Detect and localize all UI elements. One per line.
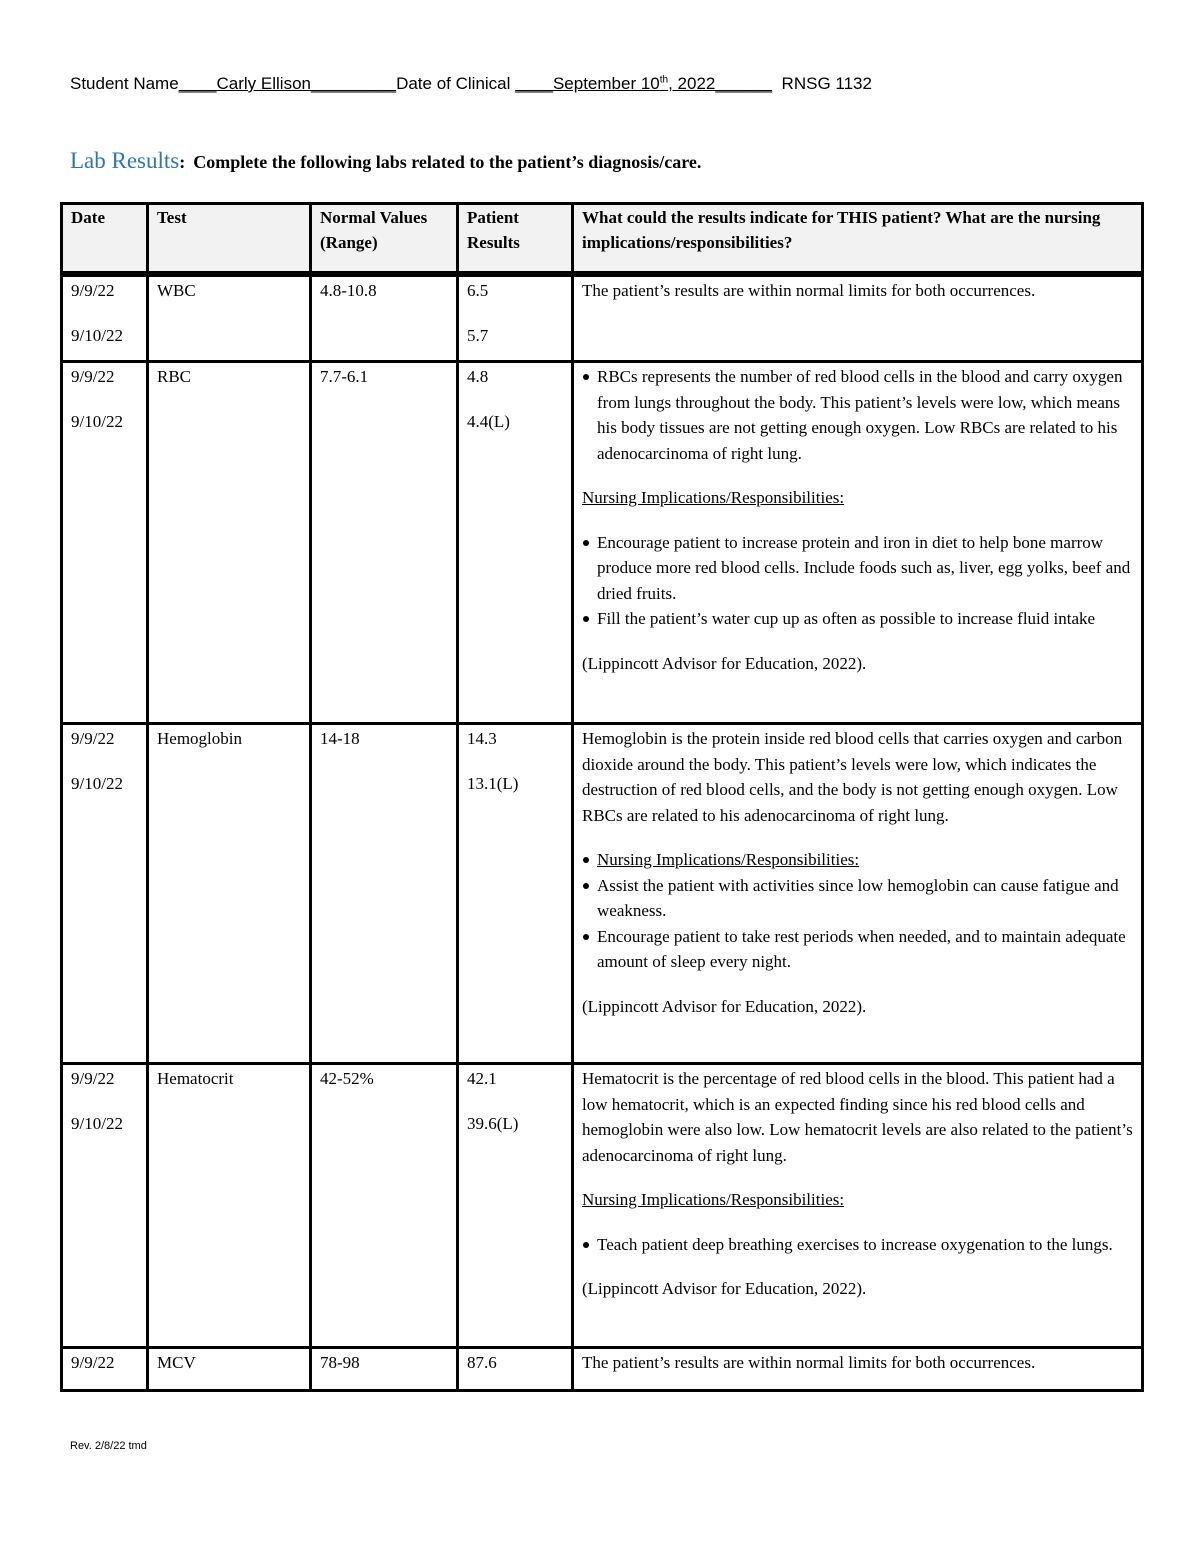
result-cell: 6.5 5.7	[458, 274, 573, 362]
nursing-heading: Nursing Implications/Responsibilities:	[582, 488, 845, 507]
normal-cell: 4.8-10.8	[311, 274, 458, 362]
normal-cell: 7.7-6.1	[311, 362, 458, 724]
header-test: Test	[148, 204, 311, 274]
header-date: Date	[62, 204, 148, 274]
clinical-date-value: ____September 10th, 2022______	[515, 74, 773, 93]
header-patient-results: Patient Results	[458, 204, 573, 274]
test-cell: WBC	[148, 274, 311, 362]
student-name-label: Student Name	[70, 74, 179, 93]
test-cell: RBC	[148, 362, 311, 724]
table-row	[62, 1348, 1143, 1391]
list-item: Fill the patient’s water cup up as often as possible to increase fluid intake	[582, 606, 1133, 632]
table-header-row	[62, 204, 1143, 274]
course-code: RNSG 1132	[781, 74, 872, 93]
student-header	[70, 74, 872, 94]
table-row	[62, 1064, 1143, 1348]
revision-footer: Rev. 2/8/22 tmd	[70, 1440, 147, 1452]
citation: (Lippincott Advisor for Education, 2022).	[582, 996, 867, 1016]
interpretation-cell: Hematocrit is the percentage of red blood cells in the blood. This patient had a low hematocrit, which is an expected finding since his red blood cells and hemoglobin were also low. Low hematocrit levels are also related to the patient’s adenocarcinoma of right lung. Nursing Implications/Responsibilities: Teach patient deep breathing exercises to increase oxygenation to the lungs. (Lippincott Advisor for Education, 2022).	[573, 1064, 1143, 1348]
clinical-date-label: Date of Clinical	[396, 74, 511, 93]
result-cell: 14.3 13.1(L)	[458, 724, 573, 1064]
header-interpretation: What could the results indicate for THIS patient? What are the nursing implications/responsibilities?	[573, 204, 1143, 274]
citation: (Lippincott Advisor for Education, 2022).	[582, 1279, 867, 1298]
citation: (Lippincott Advisor for Education, 2022).	[582, 653, 867, 673]
interpretation-cell: The patient’s results are within normal limits for both occurrences.	[573, 274, 1143, 362]
list-item: Encourage patient to increase protein and iron in diet to help bone marrow produce more red blood cells. Include foods such as, liver, egg yolks, beef and dried fruits.	[582, 530, 1133, 607]
date-cell: 9/9/22 9/10/22	[62, 1064, 148, 1348]
interpretation-cell: Hemoglobin is the protein inside red blood cells that carries oxygen and carbon dioxide around the body. This patient’s levels were low, which indicates the destruction of red blood cells, and the body is not getting enough oxygen. Low RBCs are related to his adenocarcinoma of right lung. Nursing Implications/Responsibilities: Assist the patient with activities since low hemoglobin can cause fatigue and weakness. Encourage patient to take rest periods when needed, and to maintain adequate amount of sleep every night. (Lippincott Advisor for Education, 2022).	[573, 724, 1143, 1064]
section-instruction: Complete the following labs related to the patient’s diagnosis/care.	[193, 152, 702, 172]
nursing-heading: Nursing Implications/Responsibilities:	[597, 850, 860, 869]
interpretation-cell	[573, 362, 1143, 724]
list-item: Encourage patient to take rest periods when needed, and to maintain adequate amount of sleep every night.	[582, 924, 1133, 975]
list-item: RBCs represents the number of red blood cells in the blood and carry oxygen from lungs throughout the body. This patient’s levels were low, which means his body tissues are not getting enough oxygen. Low RBCs are related to his adenocarcinoma of right lung.	[582, 364, 1133, 466]
header-normal-values: Normal Values (Range)	[311, 204, 458, 274]
student-name-value: ____Carly Ellison_________	[178, 74, 397, 93]
date-cell: 9/9/22	[62, 1348, 148, 1391]
result-cell: 42.1 39.6(L)	[458, 1064, 573, 1348]
normal-cell: 42-52%	[311, 1064, 458, 1348]
normal-cell: 14-18	[311, 724, 458, 1064]
table-row	[62, 724, 1143, 1064]
list-item: Assist the patient with activities since low hemoglobin can cause fatigue and weakness.	[582, 873, 1133, 924]
nursing-heading: Nursing Implications/Responsibilities:	[582, 1190, 845, 1209]
lab-results-table	[60, 202, 1144, 1392]
result-cell: 87.6	[458, 1348, 573, 1391]
test-cell: MCV	[148, 1348, 311, 1391]
interpretation-cell: The patient’s results are within normal limits for both occurrences.	[573, 1348, 1143, 1391]
list-item: Teach patient deep breathing exercises to increase oxygenation to the lungs.	[582, 1232, 1133, 1258]
table-row	[62, 362, 1143, 724]
section-title: Lab Results: Complete the following labs related to the patient’s diagnosis/care.	[70, 148, 702, 173]
date-cell: 9/9/22 9/10/22	[62, 724, 148, 1064]
normal-cell: 78-98	[311, 1348, 458, 1391]
list-item	[582, 847, 1133, 873]
lab-results-title: Lab Results	[70, 148, 180, 173]
test-cell: Hematocrit	[148, 1064, 311, 1348]
date-cell: 9/9/22 9/10/22	[62, 274, 148, 362]
result-cell: 4.8 4.4(L)	[458, 362, 573, 724]
date-cell: 9/9/22 9/10/22	[62, 362, 148, 724]
table-row	[62, 274, 1143, 362]
test-cell: Hemoglobin	[148, 724, 311, 1064]
